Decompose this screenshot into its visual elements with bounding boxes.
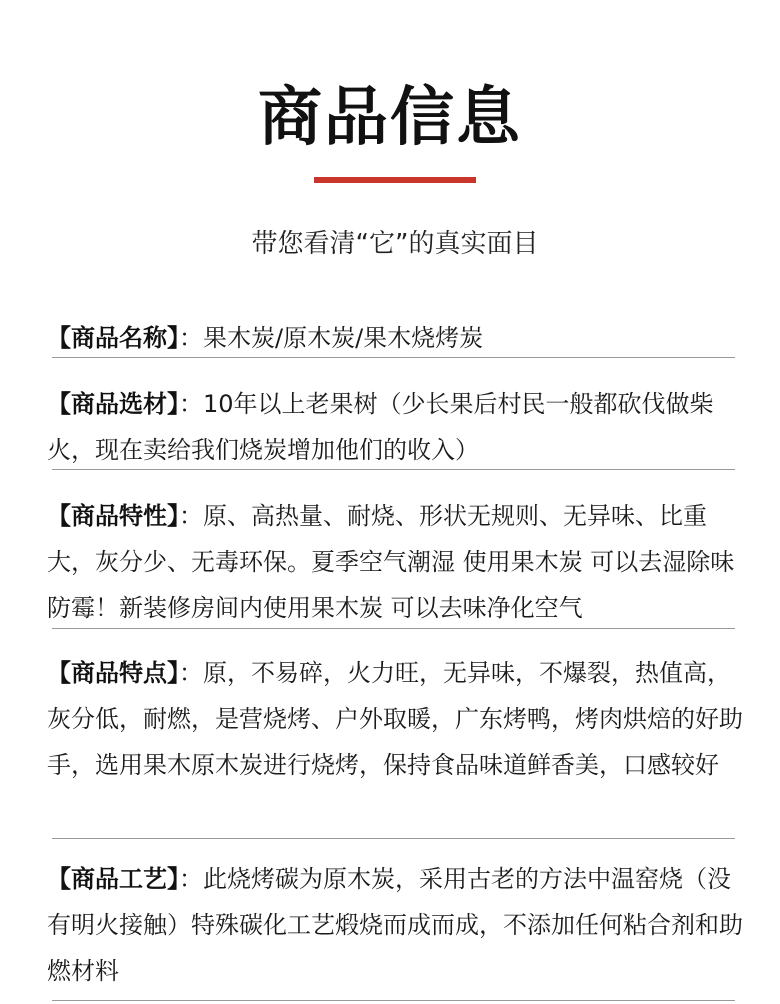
section-divider	[52, 838, 735, 839]
product-features-value: 原，不易碎，火力旺，无异味，不爆裂，热值高，灰分低，耐燃，是营烧烤、户外取暖，广东烤鸭，烤肉烘焙的好助手，选用果木原木炭进行烧烤，保持食品味道鲜香美，口感较好	[47, 659, 743, 779]
page-subtitle: 带您看清“它”的真实面目	[251, 229, 539, 259]
product-material-separator: ：	[179, 390, 203, 418]
product-features-label: 【商品特点】	[47, 659, 179, 687]
product-properties-label: 【商品特性】	[47, 502, 179, 530]
product-craft-label: 【商品工艺】	[47, 865, 179, 893]
title-accent-bar	[314, 177, 476, 183]
product-craft-section	[47, 856, 747, 994]
product-material-label: 【商品选材】	[47, 390, 179, 418]
product-material-value: 10年以上老果树（少长果后村民一般都砍伐做柴火，现在卖给我们烧炭增加他们的收入）	[47, 390, 714, 464]
product-properties-separator: ：	[179, 502, 203, 530]
product-properties-section	[47, 493, 747, 631]
section-divider	[52, 357, 735, 358]
product-name-value: 果木炭/原木炭/果木烧烤炭	[203, 324, 484, 352]
product-properties-value: 原、高热量、耐烧、形状无规则、无异味、比重大，灰分少、无毒环保。夏季空气潮湿 使用果木炭 可以去湿除味 防霉！新装修房间内使用果木炭 可以去味净化空气	[47, 502, 735, 622]
section-divider	[52, 469, 735, 470]
product-name-section	[47, 315, 747, 361]
product-material-section	[47, 381, 747, 473]
product-craft-value: 此烧烤碳为原木炭，采用古老的方法中温窑烧（没有明火接触）特殊碳化工艺煅烧而成而成，不添加任何粘合剂和助燃材料	[47, 865, 743, 985]
product-features-section	[47, 650, 747, 788]
page-title: 商品信息	[258, 81, 522, 155]
product-craft-separator: ：	[179, 865, 203, 893]
section-divider	[52, 628, 735, 629]
product-name-label: 【商品名称】	[47, 324, 179, 352]
product-features-separator: ：	[179, 659, 203, 687]
section-divider	[52, 1000, 735, 1001]
product-name-separator: ：	[179, 324, 203, 352]
